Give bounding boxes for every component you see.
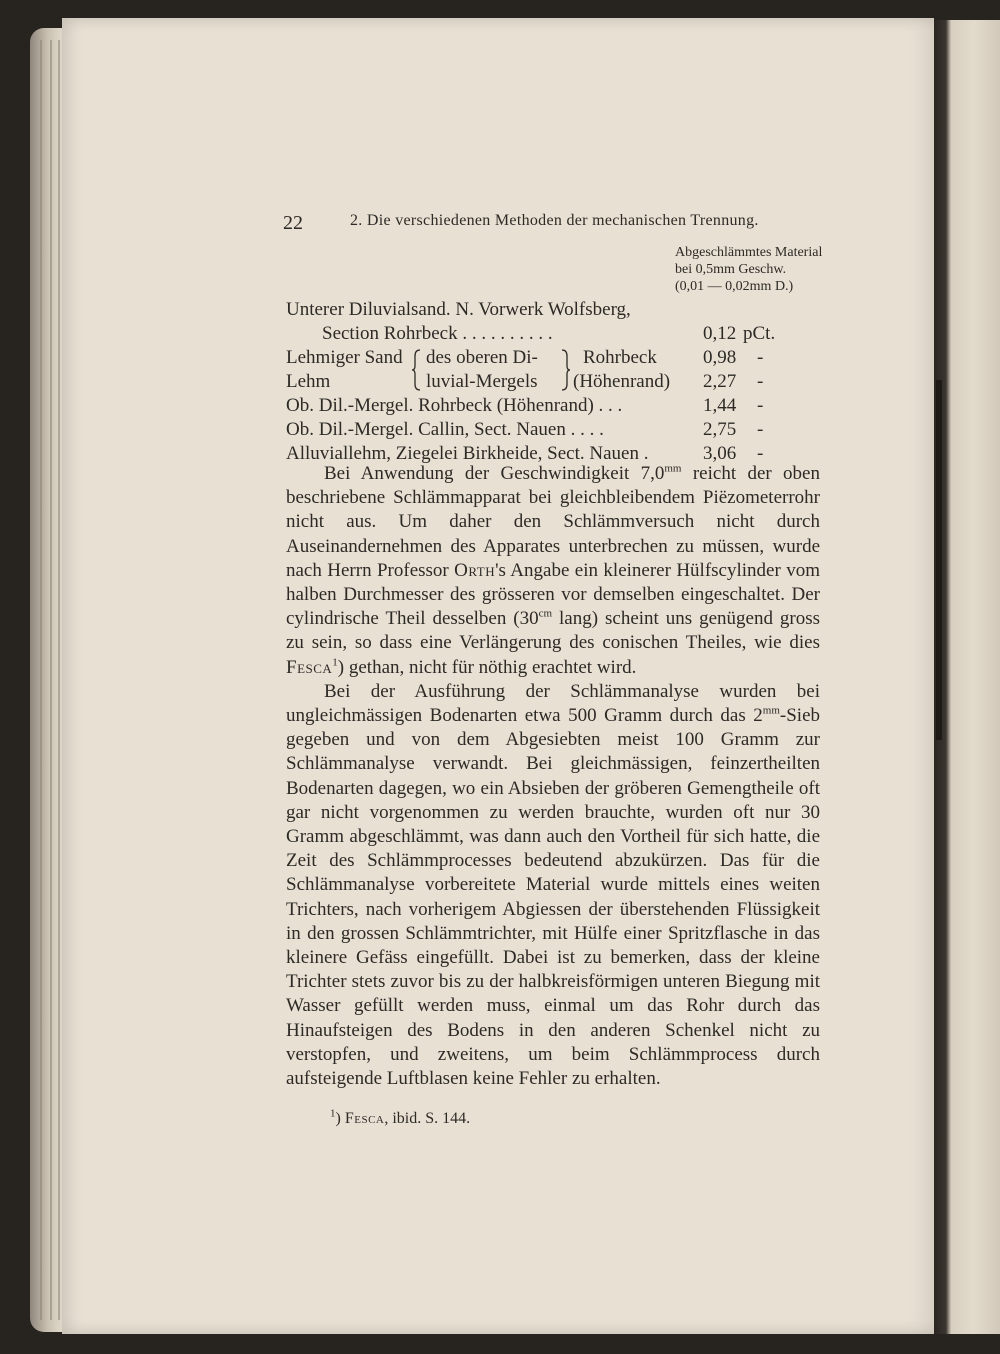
author-name: Fesca	[286, 656, 333, 678]
table-row-label: Section Rohrbeck . . . . . . . . . .	[322, 323, 553, 344]
table-row-label: Ob. Dil.-Mergel. Rohrbeck (Höhenrand) . . .	[286, 395, 623, 416]
page-edge-line	[58, 40, 60, 1320]
table-unit: -	[757, 395, 764, 416]
table-row-label: Lehm	[286, 371, 331, 392]
table-row-label: Unterer Diluvialsand. N. Vorwerk Wolfsberg,	[286, 299, 631, 320]
table-value: 3,06	[703, 443, 737, 464]
left-brace	[410, 348, 424, 392]
table-row-location: Rohrbeck	[583, 347, 657, 368]
running-head: 2. Die verschiedenen Methoden der mechanischen Trennung.	[350, 212, 759, 229]
table-value: 2,27	[703, 371, 737, 392]
paragraph: Bei Anwendung der Geschwindigkeit $7,0^{mm}$ reicht der oben beschriebene Schlämmapparat bei gleichbleibendem Piëzometerrohr nicht aus. Um daher den Schlämmversuch nicht durch Auseinandernehmen des Apparates unterbrechen zu müssen, wurde nach Herrn Professor Orth's Angabe ein kleinerer Hülfscylinder vom halben Durchmesser des grösseren vor demselben eingeschaltet. Der cylindrische Theil desselben ($30^{cm}$ lang) scheint uns genügend gross zu sein, so dass eine Verlängerung des conischen Theiles, wie dies Fesca$^1$) gethan, nicht für nöthig erachtet wird.	[286, 462, 820, 678]
table-row-label: Ob. Dil.-Mergel. Callin, Sect. Nauen . . . .	[286, 419, 604, 440]
page-edge-line	[50, 40, 52, 1320]
table-value: 1,44	[703, 395, 737, 416]
spine-shadow	[936, 380, 942, 740]
table-row-group: luvial-Mergels	[426, 371, 538, 392]
table-value: 2,75	[703, 419, 737, 440]
footnote-marker: 1	[330, 1107, 336, 1120]
table-row-label: Alluviallehm, Ziegelei Birkheide, Sect. Nauen .	[286, 443, 649, 464]
table-unit: -	[757, 371, 764, 392]
right-brace	[558, 348, 572, 392]
book-binding	[934, 20, 1000, 1334]
table-unit: pCt.	[743, 323, 776, 344]
table-value: 0,98	[703, 347, 737, 368]
table-unit: -	[757, 347, 764, 368]
author-name: Orth	[454, 559, 496, 581]
table-column-header	[675, 244, 822, 295]
column-header-line: (0,01 — 0,02mm D.)	[675, 279, 794, 294]
table-unit: -	[757, 443, 764, 464]
column-header-line: Abgeschlämmtes Material	[675, 245, 823, 260]
author-name: Fesca	[344, 1110, 385, 1127]
body-text	[286, 462, 820, 1091]
footnote: $^1$) Fesca, ibid. S. 144.	[330, 1107, 471, 1127]
table-row-group: des oberen Di-	[426, 347, 538, 368]
column-header-line: bei 0,5mm Geschw.	[675, 262, 787, 277]
paragraph: Bei der Ausführung der Schlämmanalyse wurden bei ungleichmässigen Bodenarten etwa 500 Gramm durch das $2^{mm}$-Sieb gegeben und von dem Abgesiebten meist 100 Gramm zur Schlämmanalyse verwandt. Bei gleichmässigen, feinzertheilten Bodenarten dagegen, wo ein Absieben der gröberen Gemengtheile oft gar nicht vorgenommen zu werden brauchte, wurden oft nur 30 Gramm abgeschlämmt, was dann auch den Vortheil für sich hatte, die Zeit des Schlämmprocesses bedeutend abzukürzen. Das für die Schlämmanalyse vorbereitete Material wurde mittels eines weiten Trichters, nach vorherigem Abgiessen der überstehenden Flüssigkeit in den grossen Schlämmtrichter, mit Hülfe einer Spritzflasche in das kleinere Gefäss eingefüllt. Dabei ist zu bemerken, dass der kleine Trichter stets zuvor bis zu der halbkreisförmigen unteren Biegung mit Wasser gefüllt werden muss, einmal um das Rohr durch das Hinaufsteigen des Bodens in den anderen Schenkel nicht zu verstopfen, und zweitens, um beim Schlämmprocess durch aufsteigende Luftblasen keine Fehler zu erhalten.	[286, 680, 820, 1090]
table-unit: -	[757, 419, 764, 440]
page-edge-line	[40, 40, 42, 1320]
table-row-location: (Höhenrand)	[573, 371, 671, 392]
page-number: 22	[283, 212, 303, 234]
table-value: 0,12	[703, 323, 737, 344]
table-row-label: Lehmiger Sand	[286, 347, 403, 368]
footnote-reference[interactable]: 1	[332, 656, 338, 669]
